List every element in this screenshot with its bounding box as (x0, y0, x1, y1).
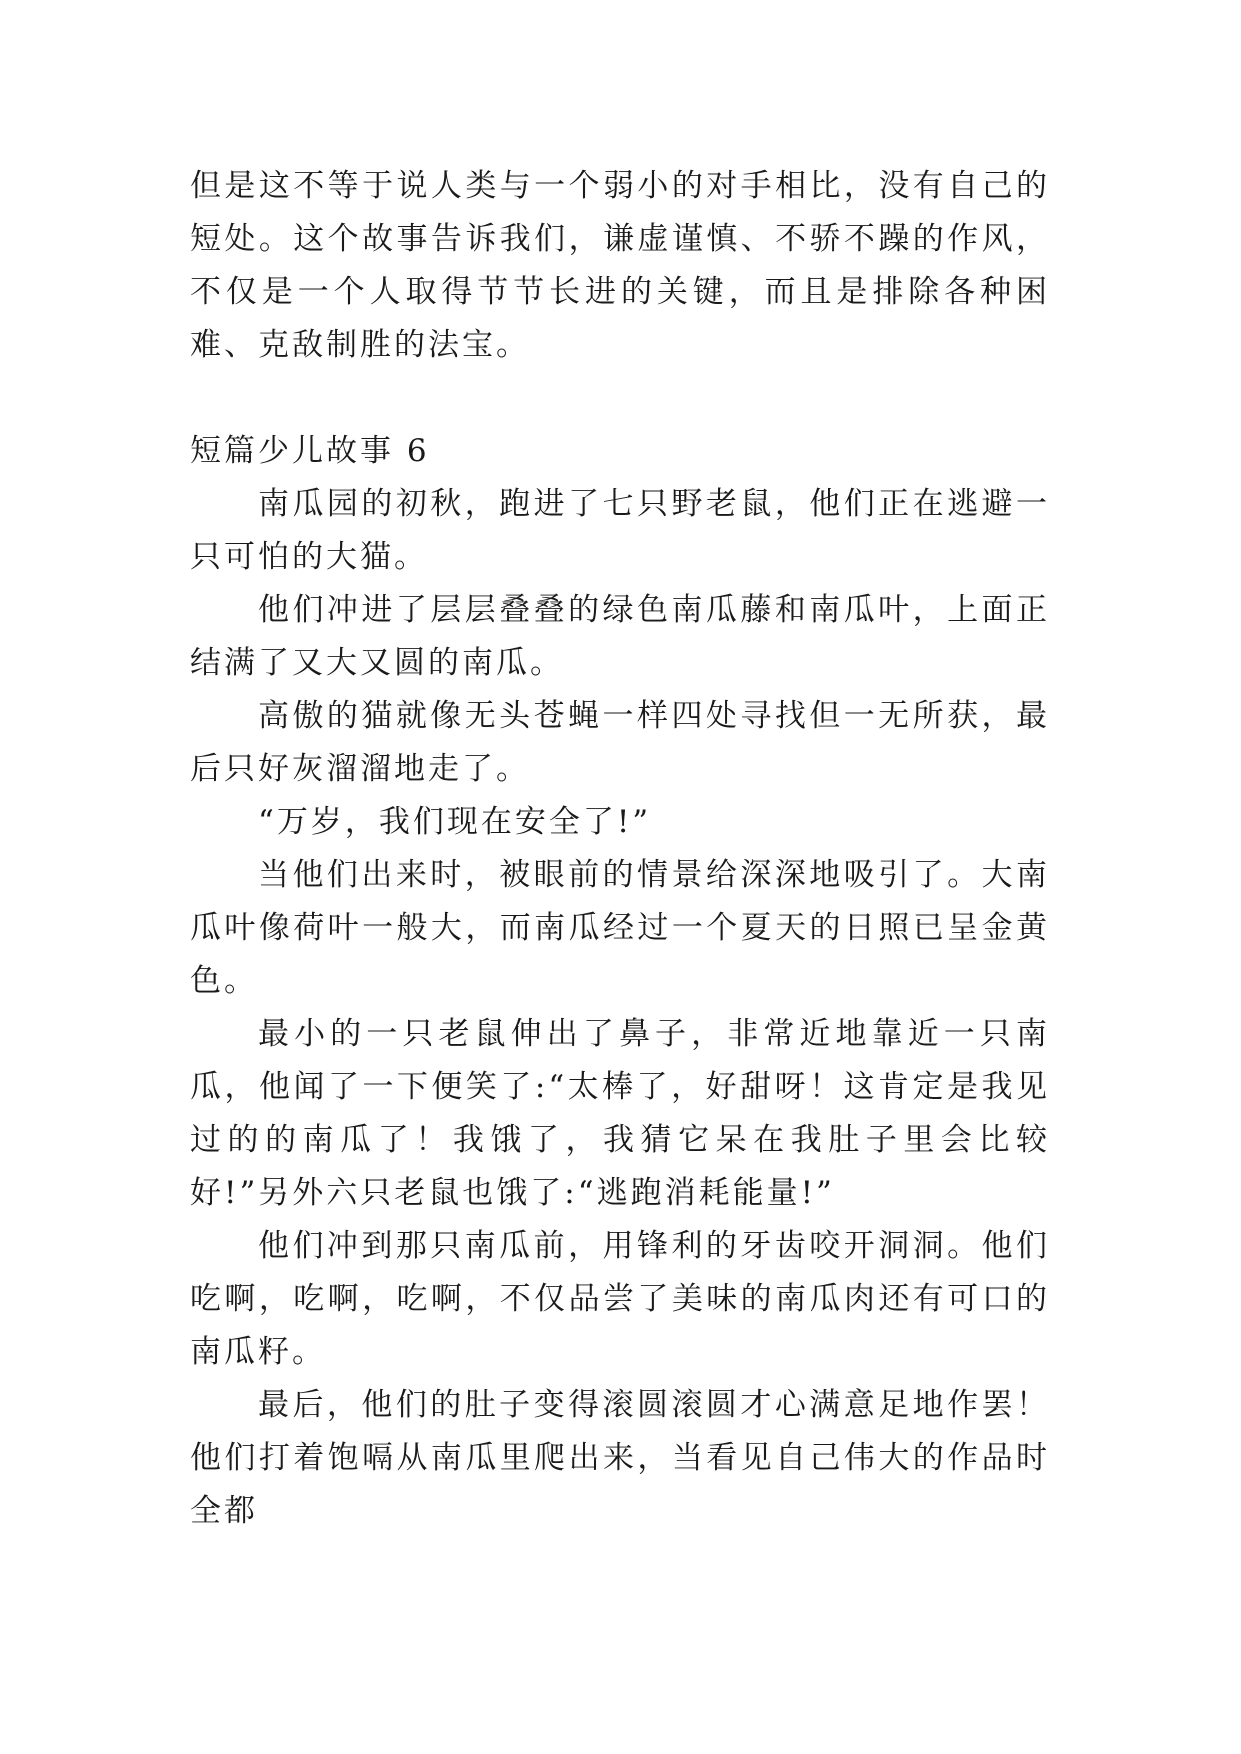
story-paragraph: 最后，他们的肚子变得滚圆滚圆才心满意足地作罢！他们打着饱嗝从南瓜里爬出来，当看见自己伟大的作品时全都 (190, 1387, 1050, 1529)
story-paragraph: 高傲的猫就像无头苍蝇一样四处寻找但一无所获，最后只好灰溜溜地走了。 (190, 698, 1050, 787)
section-title: 短篇少儿故事 6 (190, 433, 430, 469)
story-paragraph: 当他们出来时，被眼前的情景给深深地吸引了。大南瓜叶像荷叶一般大，而南瓜经过一个夏天的日照已呈金黄色。 (190, 857, 1050, 999)
story-paragraph: 他们冲到那只南瓜前，用锋利的牙齿咬开洞洞。他们吃啊，吃啊，吃啊，不仅品尝了美味的南瓜肉还有可口的南瓜籽。 (190, 1228, 1050, 1370)
story-paragraph: 最小的一只老鼠伸出了鼻子，非常近地靠近一只南瓜，他闻了一下便笑了:“太棒了，好甜呀！这肯定是我见过的的南瓜了！我饿了，我猜它呆在我肚子里会比较好!”另外六只老鼠也饿了:“逃跑消耗能量!” (190, 1016, 1050, 1211)
intro-paragraph: 但是这不等于说人类与一个弱小的对手相比，没有自己的短处。这个故事告诉我们，谦虚谨慎、不骄不躁的作风，不仅是一个人取得节节长进的关键，而且是排除各种困难、克敌制胜的法宝。 (190, 168, 1050, 363)
story-paragraph: 他们冲进了层层叠叠的绿色南瓜藤和南瓜叶，上面正结满了又大又圆的南瓜。 (190, 592, 1050, 681)
document-body (190, 160, 1050, 1538)
paragraph-gap (190, 372, 1050, 425)
story-paragraph: 南瓜园的初秋，跑进了七只野老鼠，他们正在逃避一只可怕的大猫。 (190, 486, 1050, 575)
story-paragraph: “万岁，我们现在安全了!” (258, 804, 652, 840)
